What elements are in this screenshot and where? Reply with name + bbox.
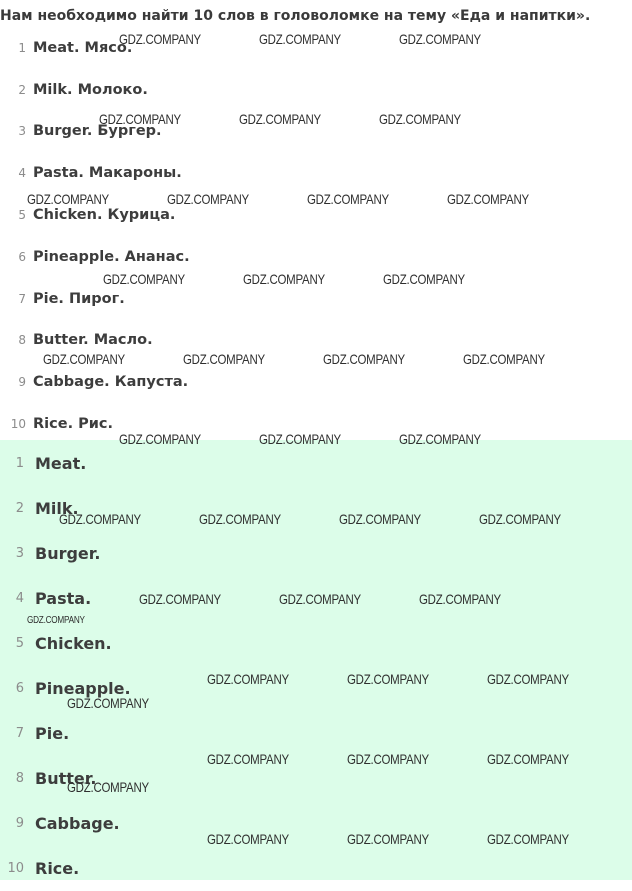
watermark: GDZ.COMPANY bbox=[207, 671, 289, 687]
list-item bbox=[0, 361, 632, 403]
watermark: GDZ.COMPANY bbox=[419, 591, 501, 607]
watermark: GDZ.COMPANY bbox=[487, 831, 569, 847]
item-number: 1 bbox=[18, 40, 26, 55]
answer-item bbox=[0, 801, 632, 846]
item-number: 6 bbox=[18, 249, 26, 264]
watermark: GDZ.COMPANY bbox=[27, 615, 85, 626]
item-number: 7 bbox=[18, 291, 26, 306]
watermark: GDZ.COMPANY bbox=[487, 751, 569, 767]
answer-item bbox=[0, 846, 632, 891]
watermark: GDZ.COMPANY bbox=[99, 111, 181, 127]
item-text: Milk. Молоко. bbox=[33, 81, 148, 98]
item-text: Butter. Масло. bbox=[33, 332, 153, 349]
item-text: Pie. Пирог. bbox=[33, 290, 125, 307]
watermark: GDZ.COMPANY bbox=[67, 695, 149, 711]
watermark: GDZ.COMPANY bbox=[119, 31, 201, 47]
watermark: GDZ.COMPANY bbox=[323, 351, 405, 367]
answer-text: Butter. bbox=[35, 769, 97, 788]
answer-number: 10 bbox=[7, 861, 24, 876]
answer-item bbox=[0, 576, 632, 621]
watermark: GDZ.COMPANY bbox=[119, 431, 201, 447]
list-item bbox=[0, 27, 632, 69]
watermark: GDZ.COMPANY bbox=[199, 511, 281, 527]
answer-number: 5 bbox=[15, 636, 24, 651]
watermark: GDZ.COMPANY bbox=[479, 511, 561, 527]
watermark: GDZ.COMPANY bbox=[463, 351, 545, 367]
watermark: GDZ.COMPANY bbox=[399, 31, 481, 47]
answer-text: Meat. bbox=[35, 454, 87, 473]
watermark: GDZ.COMPANY bbox=[339, 511, 421, 527]
item-text: Pineapple. Ананас. bbox=[33, 248, 190, 265]
watermark: GDZ.COMPANY bbox=[59, 511, 141, 527]
answer-text: Chicken. bbox=[35, 634, 112, 653]
watermark: GDZ.COMPANY bbox=[243, 271, 325, 287]
watermark: GDZ.COMPANY bbox=[383, 271, 465, 287]
answer-text: Cabbage. bbox=[35, 814, 120, 833]
answer-item bbox=[0, 711, 632, 756]
list-item bbox=[0, 320, 632, 362]
answer-number: 2 bbox=[15, 501, 24, 516]
answer-item bbox=[0, 666, 632, 711]
item-number: 8 bbox=[18, 333, 26, 348]
answer-text: Rice. bbox=[35, 859, 80, 878]
watermark: GDZ.COMPANY bbox=[307, 191, 389, 207]
watermark: GDZ.COMPANY bbox=[183, 351, 265, 367]
item-text: Burger. Бургер. bbox=[33, 123, 162, 140]
answer-number: 1 bbox=[15, 456, 24, 471]
watermark: GDZ.COMPANY bbox=[167, 191, 249, 207]
watermark: GDZ.COMPANY bbox=[347, 671, 429, 687]
list-item bbox=[0, 111, 632, 153]
item-number: 4 bbox=[18, 166, 26, 181]
list-item bbox=[0, 152, 632, 194]
answer-text: Pasta. bbox=[35, 589, 92, 608]
answer-number: 6 bbox=[15, 681, 24, 696]
watermark: GDZ.COMPANY bbox=[207, 751, 289, 767]
instruction-text: Нам необходимо найти 10 слов в головоломке на тему «Еда и напитки». bbox=[0, 8, 591, 24]
answer-item bbox=[0, 621, 632, 666]
answer-item bbox=[0, 486, 632, 531]
list-item bbox=[0, 278, 632, 320]
answer-number: 9 bbox=[15, 816, 24, 831]
item-number: 5 bbox=[18, 208, 26, 223]
answer-item bbox=[0, 441, 632, 486]
watermark: GDZ.COMPANY bbox=[103, 271, 185, 287]
watermark: GDZ.COMPANY bbox=[259, 431, 341, 447]
watermark: GDZ.COMPANY bbox=[347, 751, 429, 767]
answer-number: 3 bbox=[15, 546, 24, 561]
answer-item bbox=[0, 756, 632, 801]
watermark: GDZ.COMPANY bbox=[347, 831, 429, 847]
watermark: GDZ.COMPANY bbox=[139, 591, 221, 607]
watermark: GDZ.COMPANY bbox=[207, 831, 289, 847]
watermark: GDZ.COMPANY bbox=[259, 31, 341, 47]
list-item bbox=[0, 69, 632, 111]
watermark: GDZ.COMPANY bbox=[279, 591, 361, 607]
item-text: Meat. Мясо. bbox=[33, 39, 133, 56]
item-number: 10 bbox=[10, 417, 26, 432]
answer-panel bbox=[0, 440, 632, 880]
item-number: 9 bbox=[18, 375, 26, 390]
item-text: Chicken. Курица. bbox=[33, 207, 176, 224]
watermark: GDZ.COMPANY bbox=[399, 431, 481, 447]
item-text: Pasta. Макароны. bbox=[33, 165, 182, 182]
list-item bbox=[0, 403, 632, 445]
item-text: Cabbage. Капуста. bbox=[33, 374, 189, 391]
list-item bbox=[0, 194, 632, 236]
item-number: 2 bbox=[18, 82, 26, 97]
answer-text: Pineapple. bbox=[35, 679, 131, 698]
answer-number: 8 bbox=[15, 771, 24, 786]
answer-number: 7 bbox=[15, 726, 24, 741]
watermark: GDZ.COMPANY bbox=[27, 191, 109, 207]
answer-item bbox=[0, 531, 632, 576]
item-text: Rice. Рис. bbox=[33, 416, 114, 433]
watermark: GDZ.COMPANY bbox=[379, 111, 461, 127]
answer-text: Pie. bbox=[35, 724, 70, 743]
word-list bbox=[0, 27, 632, 445]
list-item bbox=[0, 236, 632, 278]
answer-text: Milk. bbox=[35, 499, 79, 518]
answer-text: Burger. bbox=[35, 544, 101, 563]
watermark: GDZ.COMPANY bbox=[67, 779, 149, 795]
watermark: GDZ.COMPANY bbox=[239, 111, 321, 127]
watermark: GDZ.COMPANY bbox=[43, 351, 125, 367]
watermark: GDZ.COMPANY bbox=[487, 671, 569, 687]
watermark: GDZ.COMPANY bbox=[447, 191, 529, 207]
item-number: 3 bbox=[18, 124, 26, 139]
answer-number: 4 bbox=[15, 591, 24, 606]
